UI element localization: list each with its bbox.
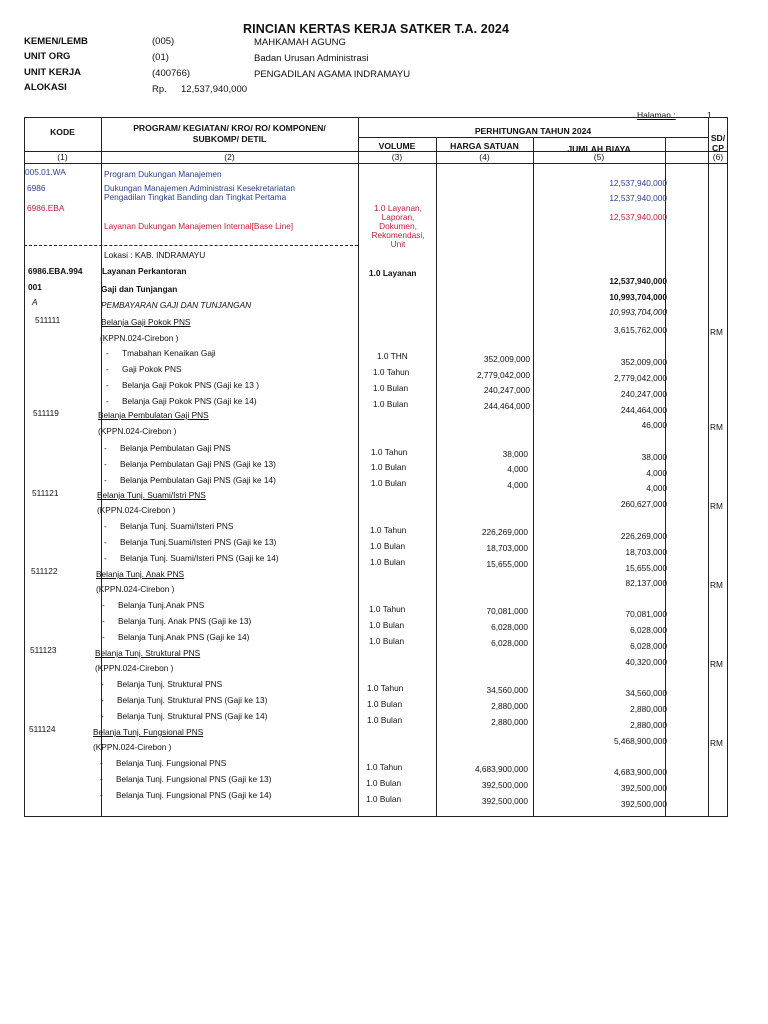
row-bullet: - — [106, 348, 109, 358]
row-volume: 1.0 Bulan — [370, 557, 406, 567]
row-desc: Belanja Tunj. Struktural PNS (Gaji ke 14) — [117, 711, 268, 721]
row-desc-kppn: (KPPN.024-Cirebon ) — [96, 584, 175, 594]
row-code: 511122 — [31, 566, 58, 576]
lokasi-separator — [24, 245, 358, 246]
col-header-jumlah: JUMLAH BIAYA — [567, 144, 631, 154]
col-number-4: (4) — [479, 152, 490, 162]
header-value-alokasi: 12,537,940,000 — [181, 84, 248, 95]
col-header-kode: KODE — [50, 127, 75, 137]
row-desc: Belanja Tunj.Anak PNS (Gaji ke 14) — [118, 632, 250, 642]
row-jumlah: 240,247,000 — [620, 389, 667, 399]
row-harga: 6,028,000 — [491, 622, 528, 632]
col-divider-left — [24, 117, 25, 817]
row-desc: PEMBAYARAN GAJI DAN TUNJANGAN — [101, 300, 252, 310]
row-bullet: - — [101, 695, 104, 705]
row-harga: 18,703,000 — [486, 543, 528, 553]
row-desc: Belanja Pembulatan Gaji PNS (Gaji ke 14) — [120, 475, 276, 485]
col-number-3: (3) — [391, 152, 403, 162]
row-jumlah: 2,779,042,000 — [613, 373, 667, 383]
col-number-5: (5) — [593, 152, 605, 162]
row-volume: 1.0 Bulan — [371, 462, 407, 472]
row-jumlah: 38,000 — [641, 452, 667, 462]
row-bullet: - — [104, 537, 107, 547]
row-jumlah: 10,993,704,000 — [609, 307, 667, 317]
row-bullet: - — [104, 521, 107, 531]
row-desc: Dukungan Manajemen Administrasi Kesekretariatan — [104, 183, 295, 193]
row-jumlah: 392,500,000 — [620, 799, 667, 809]
row-bullet: - — [104, 459, 107, 469]
row-volume: 1.0 Bulan — [371, 478, 407, 488]
row-desc: Program Dukungan Manajemen — [104, 169, 222, 179]
row-desc: Gaji Pokok PNS — [122, 364, 182, 374]
row-volume: 1.0 Bulan — [366, 778, 402, 788]
col-divider-sdcp — [708, 117, 709, 817]
header-value-unit-org: Badan Urusan Administrasi — [254, 53, 369, 64]
table-bottom-border — [24, 816, 728, 817]
row-code: 511123 — [30, 645, 57, 655]
row-desc: Belanja Tunj. Struktural PNS (Gaji ke 13) — [117, 695, 268, 705]
row-desc: Layanan Dukungan Manajemen Internal[Base Line] — [104, 221, 294, 231]
row-jumlah: 226,269,000 — [620, 531, 667, 541]
row-volume: 1.0 Bulan — [367, 699, 403, 709]
col-header-sdcp-line1: SD/ — [710, 133, 726, 143]
row-code: 001 — [28, 282, 42, 292]
colnum-bottom-border — [24, 163, 728, 164]
row-harga: 392,500,000 — [481, 796, 528, 806]
row-desc-lokasi: Lokasi : KAB. INDRAMAYU — [104, 250, 206, 260]
row-harga: 2,880,000 — [491, 701, 528, 711]
row-harga: 4,000 — [507, 464, 528, 474]
row-desc: Belanja Tunj. Suami/Isteri PNS (Gaji ke 14) — [120, 553, 279, 563]
row-jumlah: 352,009,000 — [620, 357, 667, 367]
col-number-2: (2) — [224, 152, 235, 162]
row-desc: Belanja Pembulatan Gaji PNS (Gaji ke 13) — [120, 459, 276, 469]
row-volume: 1.0 Layanan — [369, 268, 417, 278]
row-code: 005.01.WA — [25, 167, 66, 177]
row-code: 511111 — [35, 315, 61, 325]
header-label-kemen: KEMEN/LEMB — [24, 36, 88, 47]
row-sdcp: RM — [710, 738, 723, 748]
row-jumlah: 12,537,940,000 — [609, 193, 667, 203]
row-bullet: - — [102, 600, 105, 610]
row-desc: Belanja Pembulatan Gaji PNS — [120, 443, 231, 453]
row-code: 6986 — [27, 183, 46, 193]
row-desc: Belanja Gaji Pokok PNS — [101, 317, 191, 327]
row-jumlah: 4,683,900,000 — [613, 767, 667, 777]
row-jumlah: 10,993,704,000 — [609, 292, 667, 302]
row-code: 511119 — [33, 408, 59, 418]
row-code: 6986.EBA — [27, 203, 65, 213]
row-code: A — [32, 297, 38, 307]
row-volume: 1.0 Bulan — [373, 383, 409, 393]
row-desc: Belanja Gaji Pokok PNS (Gaji ke 14) — [122, 396, 257, 406]
col-header-harga: HARGA SATUAN — [450, 141, 519, 151]
row-harga: 2,880,000 — [491, 717, 528, 727]
row-desc-kppn: (KPPN.024-Cirebon ) — [98, 426, 177, 436]
row-harga: 226,269,000 — [481, 527, 528, 537]
row-jumlah: 5,468,900,000 — [613, 736, 667, 746]
row-volume: 1.0 Bulan — [373, 399, 409, 409]
row-harga: 352,009,000 — [483, 354, 530, 364]
row-volume: 1.0 Tahun — [371, 447, 408, 457]
row-harga: 34,560,000 — [486, 685, 528, 695]
row-volume: 1.0 Bulan — [370, 541, 406, 551]
row-volume: 1.0 Tahun — [369, 604, 406, 614]
row-desc: Belanja Tunj. Fungsional PNS — [116, 758, 227, 768]
page-label: Halaman : — [637, 110, 676, 120]
row-desc: Belanja Tunj. Fungsional PNS (Gaji ke 14) — [116, 790, 272, 800]
header-label-alokasi: ALOKASI — [24, 82, 67, 93]
col-number-1: (1) — [57, 152, 68, 162]
row-bullet: - — [104, 553, 107, 563]
row-jumlah: 260,627,000 — [620, 499, 667, 509]
row-sdcp: RM — [710, 580, 723, 590]
row-desc: Belanja Tunj.Suami/Isteri PNS (Gaji ke 13) — [120, 537, 277, 547]
header-value-kemen: MAHKAMAH AGUNG — [254, 37, 346, 48]
row-code: 511121 — [32, 488, 59, 498]
header-code-unit-org: (01) — [152, 52, 169, 63]
row-desc: Belanja Tunj. Struktural PNS — [95, 648, 201, 658]
row-volume: 1.0 THN — [377, 351, 408, 361]
row-desc-line2: Pengadilan Tingkat Banding dan Tingkat Pertama — [104, 192, 287, 202]
col-header-sdcp-line2: CP — [712, 143, 724, 153]
header-label-unit-org: UNIT ORG — [24, 51, 71, 62]
col-header-program-line1: PROGRAM/ KEGIATAN/ KRO/ RO/ KOMPONEN/ — [133, 123, 326, 133]
row-harga: 4,000 — [507, 480, 528, 490]
row-jumlah: 4,000 — [646, 468, 667, 478]
row-volume: 1.0 Bulan — [369, 620, 405, 630]
row-bullet: - — [104, 443, 107, 453]
row-sdcp: RM — [710, 501, 723, 511]
row-volume: 1.0 Bulan — [367, 715, 403, 725]
row-jumlah: 12,537,940,000 — [609, 276, 667, 286]
row-desc-kppn: (KPPN.024-Cirebon ) — [97, 505, 176, 515]
row-sdcp: RM — [710, 659, 723, 669]
col-number-6: (6) — [712, 152, 724, 162]
row-desc: Belanja Gaji Pokok PNS (Gaji ke 13 ) — [122, 380, 259, 390]
row-harga: 6,028,000 — [491, 638, 528, 648]
row-sdcp: RM — [710, 422, 723, 432]
row-jumlah: 70,081,000 — [625, 609, 667, 619]
row-desc: Layanan Perkantoran — [102, 266, 187, 276]
row-harga: 70,081,000 — [486, 606, 528, 616]
header-value-unit-kerja: PENGADILAN AGAMA INDRAMAYU — [254, 69, 411, 80]
row-bullet: - — [106, 396, 109, 406]
row-volume: 1.0 Tahun — [373, 367, 410, 377]
row-desc: Belanja Tunj. Anak PNS — [96, 569, 185, 579]
row-desc: Belanja Tunj. Suami/Isteri PNS — [120, 521, 234, 531]
row-jumlah: 6,028,000 — [630, 625, 667, 635]
row-harga: 240,247,000 — [483, 385, 530, 395]
row-bullet: - — [106, 380, 109, 390]
row-harga: 244,464,000 — [483, 401, 530, 411]
row-jumlah: 3,615,762,000 — [613, 325, 667, 335]
row-volume: 1.0 Bulan — [366, 794, 402, 804]
row-desc: Belanja Tunj. Suami/Istri PNS — [97, 490, 206, 500]
row-jumlah: 244,464,000 — [620, 405, 667, 415]
row-jumlah: 4,000 — [646, 483, 667, 493]
row-jumlah: 392,500,000 — [620, 783, 667, 793]
row-bullet: - — [100, 790, 103, 800]
row-jumlah: 82,137,000 — [625, 578, 667, 588]
row-desc: Belanja Tunj. Fungsional PNS — [93, 727, 204, 737]
header-code-unit-kerja: (400766) — [152, 68, 191, 79]
row-bullet: - — [100, 758, 103, 768]
row-jumlah: 46,000 — [641, 420, 667, 430]
page-number: 1 — [707, 110, 712, 120]
row-code: 511124 — [29, 724, 56, 734]
row-harga: 392,500,000 — [481, 780, 528, 790]
row-jumlah: 6,028,000 — [630, 641, 667, 651]
row-desc: Belanja Tunj. Fungsional PNS (Gaji ke 13) — [116, 774, 272, 784]
row-bullet: - — [104, 475, 107, 485]
col-header-program-line2: SUBKOMP/ DETIL — [192, 134, 267, 144]
row-jumlah: 18,703,000 — [625, 547, 667, 557]
row-harga: 4,683,900,000 — [474, 764, 528, 774]
row-desc: Tmabahan Kenaikan Gaji — [122, 348, 216, 358]
row-code: 6986.EBA.994 — [28, 266, 83, 276]
row-jumlah: 12,537,940,000 — [609, 178, 667, 188]
row-volume-multiline: 1.0 Layanan, Laporan, Dokumen, Rekomendasi, Unit — [371, 203, 425, 249]
row-bullet: - — [100, 774, 103, 784]
header-label-unit-kerja: UNIT KERJA — [24, 67, 82, 78]
col-divider-right — [727, 117, 728, 817]
row-bullet: - — [101, 679, 104, 689]
budget-table — [24, 117, 728, 817]
row-harga: 2,779,042,000 — [476, 370, 530, 380]
row-desc: Belanja Tunj. Anak PNS (Gaji ke 13) — [118, 616, 252, 626]
row-volume: 1.0 Bulan — [369, 636, 405, 646]
row-volume: 1.0 Tahun — [367, 683, 404, 693]
row-bullet: - — [101, 711, 104, 721]
row-jumlah: 15,655,000 — [625, 563, 667, 573]
document-title: RINCIAN KERTAS KERJA SATKER T.A. 2024 — [243, 22, 510, 36]
row-jumlah: 12,537,940,000 — [609, 212, 667, 222]
row-desc: Gaji dan Tunjangan — [101, 284, 178, 294]
row-desc-kppn: (KPPN.024-Cirebon ) — [95, 663, 174, 673]
row-desc: Belanja Pembulatan Gaji PNS — [98, 410, 209, 420]
row-jumlah: 2,880,000 — [630, 704, 667, 714]
row-volume: 1.0 Tahun — [370, 525, 407, 535]
row-desc: Belanja Tunj.Anak PNS — [118, 600, 205, 610]
row-jumlah: 34,560,000 — [625, 688, 667, 698]
row-desc: Belanja Tunj. Struktural PNS — [117, 679, 223, 689]
row-jumlah: 40,320,000 — [625, 657, 667, 667]
table-top-border — [24, 117, 728, 118]
row-sdcp: RM — [710, 327, 723, 337]
row-desc-kppn: (KPPN.024-Cirebon ) — [100, 333, 179, 343]
row-desc-kppn: (KPPN.024-Cirebon ) — [93, 742, 172, 752]
row-harga: 38,000 — [502, 449, 528, 459]
row-volume: 1.0 Tahun — [366, 762, 403, 772]
row-bullet: - — [102, 632, 105, 642]
header-code-kemen: (005) — [152, 36, 175, 47]
row-bullet: - — [102, 616, 105, 626]
col-header-volume: VOLUME — [378, 141, 416, 151]
row-harga: 15,655,000 — [486, 559, 528, 569]
header-currency-alokasi: Rp. — [152, 84, 167, 95]
row-jumlah: 2,880,000 — [630, 720, 667, 730]
col-header-perhitungan: PERHITUNGAN TAHUN 2024 — [474, 126, 592, 136]
row-bullet: - — [106, 364, 109, 374]
